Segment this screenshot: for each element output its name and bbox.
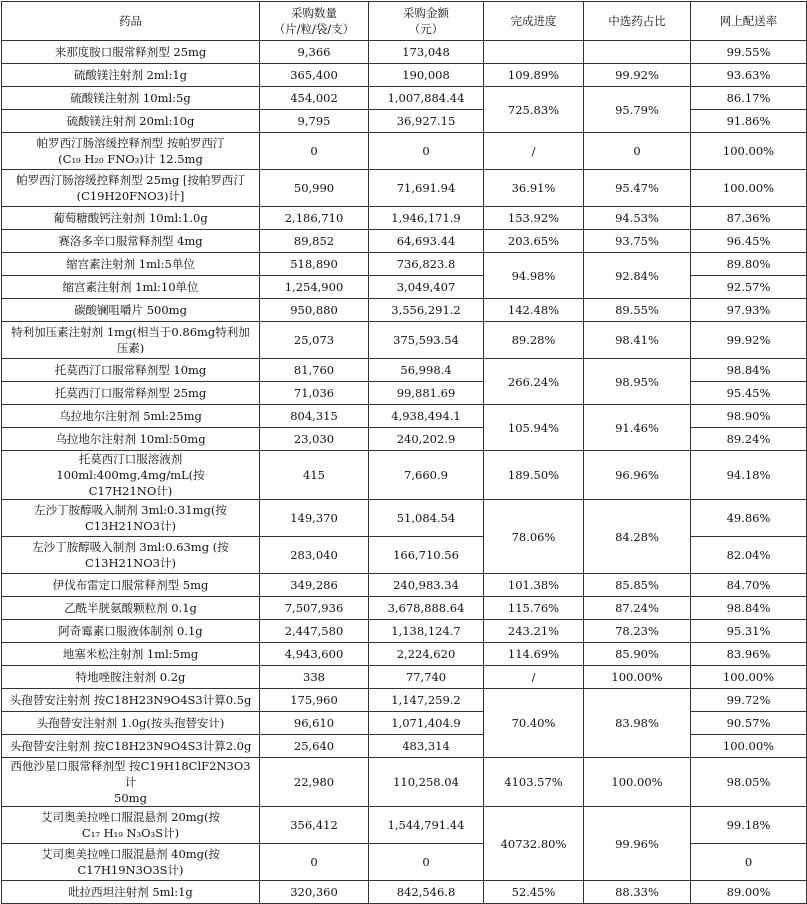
table-row	[2, 133, 807, 170]
share-cell: 94.53%	[584, 207, 691, 230]
amount-cell: 36,927.15	[369, 110, 484, 133]
table-row	[2, 41, 807, 64]
progress-cell: /	[484, 133, 584, 170]
amount-cell: 4,938,494.1	[369, 405, 484, 428]
drug-name-cell: 来那度胺口服常释剂型 25mg	[2, 41, 260, 64]
amount-cell: 0	[369, 844, 484, 881]
qty-cell: 81,760	[260, 359, 369, 382]
delivery-cell: 100.00%	[691, 735, 807, 758]
qty-cell: 50,990	[260, 170, 369, 207]
amount-cell: 1,946,171.9	[369, 207, 484, 230]
qty-cell: 283,040	[260, 537, 369, 574]
drug-name-cell: 阿奇霉素口服液体制剂 0.1g	[2, 620, 260, 643]
qty-cell: 415	[260, 451, 369, 500]
header-drug: 药品	[2, 2, 260, 41]
delivery-cell: 49.86%	[691, 500, 807, 537]
progress-cell: 153.92%	[484, 207, 584, 230]
share-cell	[584, 41, 691, 64]
delivery-cell: 100.00%	[691, 170, 807, 207]
amount-cell: 842,546.8	[369, 881, 484, 904]
amount-cell: 1,147,259.2	[369, 689, 484, 712]
progress-cell: 725.83%	[484, 87, 584, 133]
share-cell: 92.84%	[584, 253, 691, 299]
drug-name-cell: 吡拉西坦注射剂 5ml:1g	[2, 881, 260, 904]
qty-cell: 9,795	[260, 110, 369, 133]
drug-name-cell: 地塞米松注射剂 1ml:5mg	[2, 643, 260, 666]
drug-name-cell: 头孢替安注射剂 1.0g(按头孢替安计)	[2, 712, 260, 735]
drug-name-cell: 赛洛多辛口服常释剂型 4mg	[2, 230, 260, 253]
amount-cell: 2,224,620	[369, 643, 484, 666]
progress-cell: 36.91%	[484, 170, 584, 207]
delivery-cell: 96.45%	[691, 230, 807, 253]
drug-name-cell: 艾司奥美拉唑口服混悬剂 20mg(按 C₁₇ H₁₉ N₃O₃S计)	[2, 807, 260, 844]
header-amount: 采购金额 （元）	[369, 2, 484, 41]
qty-cell: 25,073	[260, 322, 369, 359]
delivery-cell: 98.90%	[691, 405, 807, 428]
table-row	[2, 620, 807, 643]
amount-cell: 166,710.56	[369, 537, 484, 574]
qty-cell: 2,186,710	[260, 207, 369, 230]
drug-name-cell: 特地唑胺注射剂 0.2g	[2, 666, 260, 689]
drug-name-cell: 托莫西汀口服常释剂型 10mg	[2, 359, 260, 382]
qty-cell: 25,640	[260, 735, 369, 758]
qty-cell: 89,852	[260, 230, 369, 253]
table-row	[2, 881, 807, 904]
delivery-cell: 98.84%	[691, 359, 807, 382]
drug-name-cell: 乙酰半胱氨酸颗粒剂 0.1g	[2, 597, 260, 620]
qty-cell: 149,370	[260, 500, 369, 537]
qty-cell: 7,507,936	[260, 597, 369, 620]
share-cell: 100.00%	[584, 666, 691, 689]
share-cell: 84.28%	[584, 500, 691, 574]
table-row	[2, 230, 807, 253]
progress-cell: 189.50%	[484, 451, 584, 500]
table-row	[2, 574, 807, 597]
qty-cell: 9,366	[260, 41, 369, 64]
share-cell: 87.24%	[584, 597, 691, 620]
qty-cell: 1,254,900	[260, 276, 369, 299]
share-cell: 91.46%	[584, 405, 691, 451]
progress-cell: 266.24%	[484, 359, 584, 405]
share-cell: 88.33%	[584, 881, 691, 904]
drug-name-cell: 特利加压素注射剂 1mg(相当于0.86mg特利加 压素)	[2, 322, 260, 359]
qty-cell: 175,960	[260, 689, 369, 712]
delivery-cell: 99.72%	[691, 689, 807, 712]
delivery-cell: 92.57%	[691, 276, 807, 299]
progress-cell: 94.98%	[484, 253, 584, 299]
progress-cell: 70.40%	[484, 689, 584, 758]
qty-cell: 338	[260, 666, 369, 689]
header-progress: 完成进度	[484, 2, 584, 41]
drug-name-cell: 葡萄糖酸钙注射剂 10ml:1.0g	[2, 207, 260, 230]
share-cell: 89.55%	[584, 299, 691, 322]
header-share: 中选药占比	[584, 2, 691, 41]
delivery-cell: 98.84%	[691, 597, 807, 620]
drug-name-cell: 左沙丁胺醇吸入制剂 3ml:0.63mg (按 C13H21NO3计)	[2, 537, 260, 574]
delivery-cell: 100.00%	[691, 133, 807, 170]
qty-cell: 356,412	[260, 807, 369, 844]
delivery-cell: 87.36%	[691, 207, 807, 230]
drug-name-cell: 托莫西汀口服溶液剂 100ml:400mg,4mg/mL(按 C17H21NO计)	[2, 451, 260, 500]
qty-cell: 950,880	[260, 299, 369, 322]
qty-cell: 0	[260, 133, 369, 170]
drug-name-cell: 缩宫素注射剂 1ml:10单位	[2, 276, 260, 299]
share-cell: 99.92%	[584, 64, 691, 87]
table-row	[2, 597, 807, 620]
drug-name-cell: 缩宫素注射剂 1ml:5单位	[2, 253, 260, 276]
drug-name-cell: 头孢替安注射剂 按C18H23N9O4S3计算2.0g	[2, 735, 260, 758]
amount-cell: 7,660.9	[369, 451, 484, 500]
qty-cell: 0	[260, 844, 369, 881]
progress-cell: 89.28%	[484, 322, 584, 359]
table-row	[2, 451, 807, 500]
share-cell: 99.96%	[584, 807, 691, 881]
delivery-cell: 84.70%	[691, 574, 807, 597]
amount-cell: 0	[369, 133, 484, 170]
delivery-cell: 89.00%	[691, 881, 807, 904]
delivery-cell: 100.00%	[691, 666, 807, 689]
share-cell: 96.96%	[584, 451, 691, 500]
qty-cell: 2,447,580	[260, 620, 369, 643]
delivery-cell: 91.86%	[691, 110, 807, 133]
table-row	[2, 170, 807, 207]
delivery-cell: 89.24%	[691, 428, 807, 451]
table-row	[2, 64, 807, 87]
amount-cell: 1,138,124.7	[369, 620, 484, 643]
delivery-cell: 82.04%	[691, 537, 807, 574]
delivery-cell: 98.05%	[691, 758, 807, 807]
delivery-cell: 0	[691, 844, 807, 881]
table-row	[2, 500, 807, 537]
amount-cell: 3,049,407	[369, 276, 484, 299]
table-row	[2, 643, 807, 666]
amount-cell: 71,691.94	[369, 170, 484, 207]
qty-cell: 804,315	[260, 405, 369, 428]
drug-name-cell: 硫酸镁注射剂 2ml:1g	[2, 64, 260, 87]
drug-name-cell: 碳酸镧咀嚼片 500mg	[2, 299, 260, 322]
progress-cell: 40732.80%	[484, 807, 584, 881]
amount-cell: 56,998.4	[369, 359, 484, 382]
amount-cell: 3,556,291.2	[369, 299, 484, 322]
share-cell: 0	[584, 133, 691, 170]
share-cell: 98.41%	[584, 322, 691, 359]
delivery-cell: 99.92%	[691, 322, 807, 359]
table-row	[2, 253, 807, 276]
drug-name-cell: 托莫西汀口服常释剂型 25mg	[2, 382, 260, 405]
amount-cell: 483,314	[369, 735, 484, 758]
share-cell: 85.90%	[584, 643, 691, 666]
share-cell: 95.79%	[584, 87, 691, 133]
progress-cell: 142.48%	[484, 299, 584, 322]
amount-cell: 1,071,404.9	[369, 712, 484, 735]
drug-name-cell: 艾司奥美拉唑口服混悬剂 40mg(按 C17H19N3O3S计)	[2, 844, 260, 881]
amount-cell: 110,258.04	[369, 758, 484, 807]
amount-cell: 99,881.69	[369, 382, 484, 405]
share-cell: 85.85%	[584, 574, 691, 597]
qty-cell: 23,030	[260, 428, 369, 451]
delivery-cell: 93.63%	[691, 64, 807, 87]
table-row	[2, 807, 807, 844]
delivery-cell: 95.45%	[691, 382, 807, 405]
progress-cell: 109.89%	[484, 64, 584, 87]
amount-cell: 1,007,884.44	[369, 87, 484, 110]
drug-name-cell: 帕罗西汀肠溶缓控释剂型 按帕罗西汀 (C₁₉ H₂₀ FNO₃)计 12.5mg	[2, 133, 260, 170]
amount-cell: 1,544,791.44	[369, 807, 484, 844]
amount-cell: 240,202.9	[369, 428, 484, 451]
amount-cell: 173,048	[369, 41, 484, 64]
qty-cell: 320,360	[260, 881, 369, 904]
header-delivery: 网上配送率	[691, 2, 807, 41]
table-row	[2, 758, 807, 807]
procurement-table	[1, 1, 807, 904]
qty-cell: 96,610	[260, 712, 369, 735]
header-row	[2, 2, 807, 41]
progress-cell: /	[484, 666, 584, 689]
delivery-cell: 99.18%	[691, 807, 807, 844]
delivery-cell: 99.55%	[691, 41, 807, 64]
share-cell: 78.23%	[584, 620, 691, 643]
amount-cell: 240,983.34	[369, 574, 484, 597]
amount-cell: 77,740	[369, 666, 484, 689]
delivery-cell: 97.93%	[691, 299, 807, 322]
table-row	[2, 359, 807, 382]
qty-cell: 365,400	[260, 64, 369, 87]
amount-cell: 51,084.54	[369, 500, 484, 537]
share-cell: 83.98%	[584, 689, 691, 758]
qty-cell: 22,980	[260, 758, 369, 807]
table-row	[2, 689, 807, 712]
table-row	[2, 87, 807, 110]
drug-name-cell: 帕罗西汀肠溶缓控释剂型 25mg [按帕罗西汀 (C19H20FNO3)计]	[2, 170, 260, 207]
table-row	[2, 322, 807, 359]
progress-cell: 203.65%	[484, 230, 584, 253]
progress-cell	[484, 41, 584, 64]
progress-cell: 52.45%	[484, 881, 584, 904]
delivery-cell: 86.17%	[691, 87, 807, 110]
share-cell: 100.00%	[584, 758, 691, 807]
amount-cell: 3,678,888.64	[369, 597, 484, 620]
delivery-cell: 83.96%	[691, 643, 807, 666]
table-row	[2, 666, 807, 689]
delivery-cell: 89.80%	[691, 253, 807, 276]
amount-cell: 190,008	[369, 64, 484, 87]
share-cell: 95.47%	[584, 170, 691, 207]
drug-name-cell: 硫酸镁注射剂 20ml:10g	[2, 110, 260, 133]
drug-name-cell: 西他沙星口服常释剂型 按C19H18ClF2N3O3计 50mg	[2, 758, 260, 807]
drug-name-cell: 伊伐布雷定口服常释剂型 5mg	[2, 574, 260, 597]
progress-cell: 243.21%	[484, 620, 584, 643]
qty-cell: 349,286	[260, 574, 369, 597]
share-cell: 98.95%	[584, 359, 691, 405]
progress-cell: 114.69%	[484, 643, 584, 666]
amount-cell: 64,693.44	[369, 230, 484, 253]
progress-cell: 115.76%	[484, 597, 584, 620]
table-row	[2, 299, 807, 322]
delivery-cell: 90.57%	[691, 712, 807, 735]
qty-cell: 4,943,600	[260, 643, 369, 666]
progress-cell: 105.94%	[484, 405, 584, 451]
share-cell: 93.75%	[584, 230, 691, 253]
qty-cell: 454,002	[260, 87, 369, 110]
amount-cell: 736,823.8	[369, 253, 484, 276]
progress-cell: 4103.57%	[484, 758, 584, 807]
delivery-cell: 95.31%	[691, 620, 807, 643]
qty-cell: 518,890	[260, 253, 369, 276]
progress-cell: 101.38%	[484, 574, 584, 597]
amount-cell: 375,593.54	[369, 322, 484, 359]
drug-name-cell: 乌拉地尔注射剂 10ml:50mg	[2, 428, 260, 451]
drug-name-cell: 乌拉地尔注射剂 5ml:25mg	[2, 405, 260, 428]
delivery-cell: 94.18%	[691, 451, 807, 500]
drug-name-cell: 头孢替安注射剂 按C18H23N9O4S3计算0.5g	[2, 689, 260, 712]
drug-name-cell: 左沙丁胺醇吸入制剂 3ml:0.31mg(按 C13H21NO3计)	[2, 500, 260, 537]
qty-cell: 71,036	[260, 382, 369, 405]
table-row	[2, 207, 807, 230]
header-qty: 采购数量 （片/粒/袋/支）	[260, 2, 369, 41]
progress-cell: 78.06%	[484, 500, 584, 574]
table-row	[2, 405, 807, 428]
drug-name-cell: 硫酸镁注射剂 10ml:5g	[2, 87, 260, 110]
